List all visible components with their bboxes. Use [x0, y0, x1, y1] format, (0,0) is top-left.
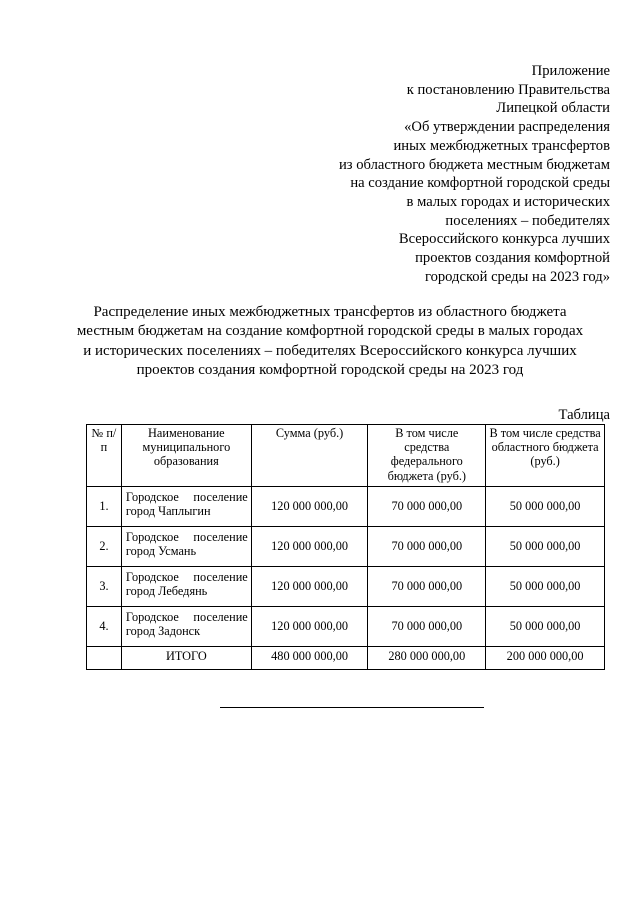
row-federal: 70 000 000,00: [368, 567, 486, 607]
row-number: 1.: [87, 487, 122, 527]
table-label: Таблица: [558, 407, 610, 423]
row-sum: 120 000 000,00: [251, 607, 368, 647]
row-number: 2.: [87, 527, 122, 567]
table-row: [87, 607, 605, 647]
total-label: ИТОГО: [121, 647, 251, 670]
table-total-row: [87, 647, 605, 670]
row-sum: 120 000 000,00: [251, 527, 368, 567]
row-sum: 120 000 000,00: [251, 567, 368, 607]
total-regional: 200 000 000,00: [486, 647, 605, 670]
appendix-line: «Об утверждении распределения: [404, 119, 610, 136]
appendix-line: проектов создания комфортной: [415, 250, 610, 267]
appendix-line: иных межбюджетных трансфертов: [393, 137, 610, 154]
title-line: проектов создания комфортной городской среды на 2023 год: [136, 361, 524, 378]
row-sum: 120 000 000,00: [251, 487, 368, 527]
title-line: Распределение иных межбюджетных трансфертов из областного бюджета: [93, 304, 567, 320]
row-municipality: Городское поселение город Лебедянь: [121, 567, 251, 607]
end-divider: [220, 707, 484, 708]
title-line: и исторических поселениях – победителях Всероссийского конкурса лучших: [83, 342, 577, 359]
row-municipality: Городское поселение город Задонск: [121, 607, 251, 647]
document-title: [60, 303, 600, 380]
row-regional: 50 000 000,00: [486, 487, 605, 527]
appendix-line: Всероссийского конкурса лучших: [398, 231, 610, 248]
appendix-line: поселениях – победителях: [445, 212, 610, 229]
total-federal: 280 000 000,00: [368, 647, 486, 670]
row-regional: 50 000 000,00: [486, 527, 605, 567]
appendix-line: на создание комфортной городской среды: [350, 175, 610, 192]
row-federal: 70 000 000,00: [368, 487, 486, 527]
header-regional: В том числе средства областного бюджета (руб.): [486, 425, 605, 487]
appendix-line: городской среды на 2023 год»: [424, 268, 610, 285]
title-line: местным бюджетам на создание комфортной городской среды в малых городах: [76, 323, 584, 340]
total-sum: 480 000 000,00: [251, 647, 368, 670]
row-federal: 70 000 000,00: [368, 527, 486, 567]
row-regional: 50 000 000,00: [486, 567, 605, 607]
appendix-line: в малых городах и исторических: [406, 193, 610, 210]
appendix-line: Приложение: [531, 63, 610, 79]
table-header-row: [87, 425, 605, 487]
row-number: 3.: [87, 567, 122, 607]
row-municipality: Городское поселение город Усмань: [121, 527, 251, 567]
row-regional: 50 000 000,00: [486, 607, 605, 647]
header-municipality: Наименование муниципального образования: [121, 425, 251, 487]
header-federal: В том числе средства федерального бюджета (руб.): [368, 425, 486, 487]
header-number: № п/п: [87, 425, 122, 487]
table-row: [87, 567, 605, 607]
total-number-empty: [87, 647, 122, 670]
table-row: [87, 527, 605, 567]
appendix-line: к постановлению Правительства: [406, 81, 610, 98]
row-federal: 70 000 000,00: [368, 607, 486, 647]
row-number: 4.: [87, 607, 122, 647]
transfers-table: [86, 424, 605, 670]
header-sum: Сумма (руб.): [251, 425, 368, 487]
appendix-line: Липецкой области: [496, 100, 610, 117]
appendix-line: из областного бюджета местным бюджетам: [338, 156, 610, 173]
table-row: [87, 487, 605, 527]
row-municipality: Городское поселение город Чаплыгин: [121, 487, 251, 527]
appendix-header: [290, 62, 610, 286]
